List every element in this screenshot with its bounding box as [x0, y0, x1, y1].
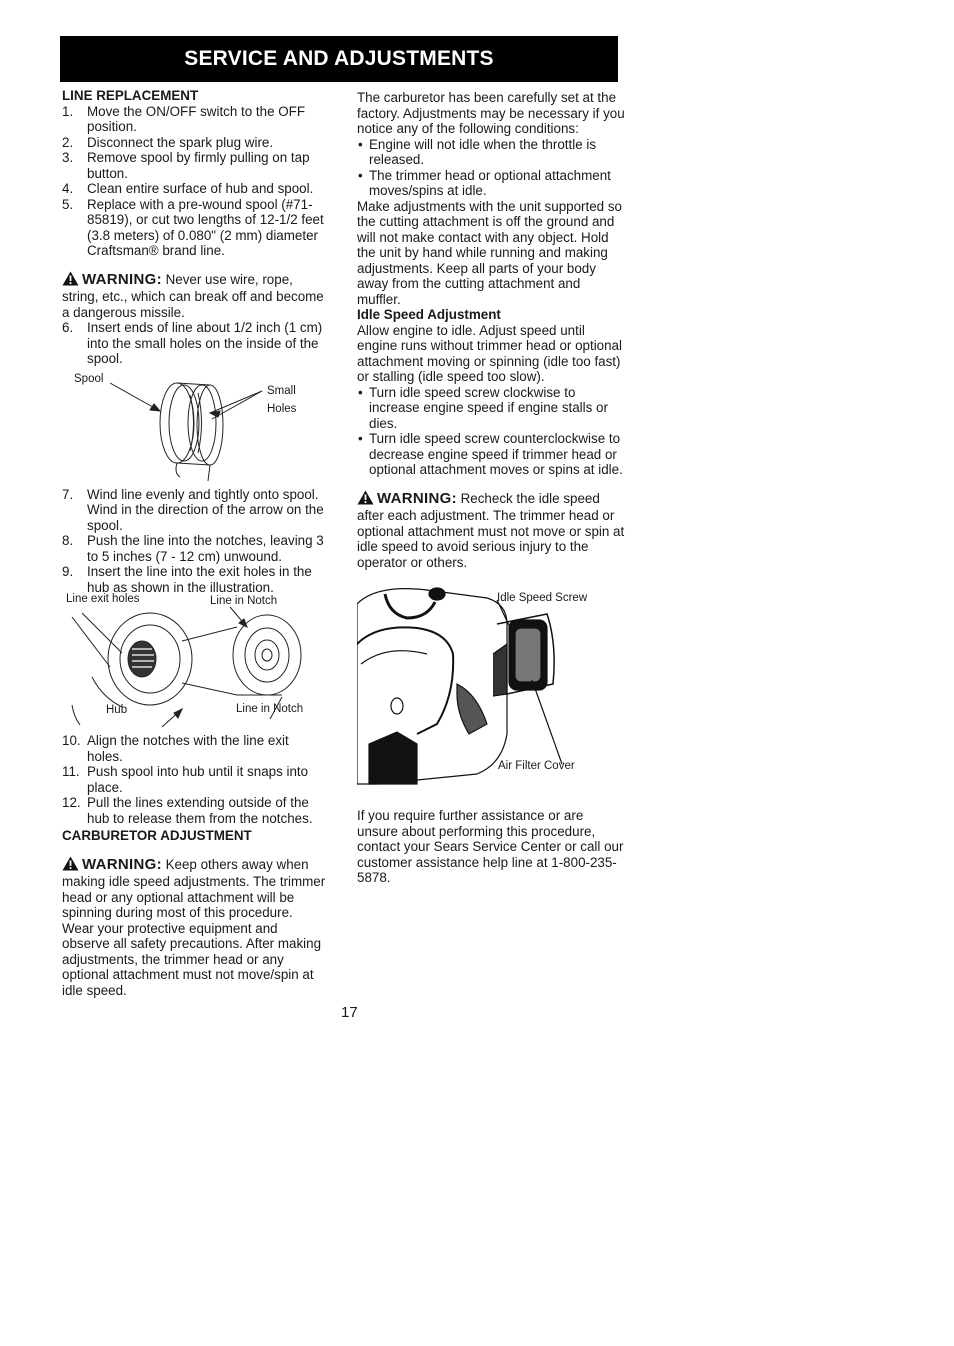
line-replacement-heading: LINE REPLACEMENT: [62, 88, 199, 103]
step-number: 1.: [62, 103, 74, 119]
conditions-list: [357, 137, 625, 199]
step-item: [62, 487, 327, 534]
step-number: 4.: [62, 181, 74, 196]
recheck-warning: [357, 490, 625, 571]
step-item: [62, 764, 327, 795]
step-text: Disconnect the spark plug wire.: [87, 134, 274, 150]
step-text: Push spool into hub until it snaps into place.: [87, 764, 309, 795]
step-number: 2.: [62, 134, 74, 150]
step-item: [62, 104, 327, 135]
page-number: 17: [341, 1004, 358, 1021]
spool-label: Spool: [74, 372, 104, 385]
step-number: 11.: [62, 764, 80, 779]
list-item: • The trimmer head or optional attachment moves/spins at idle.: [357, 168, 625, 199]
warning-text: Never use wire, rope, string, etc., which can break off and become a dangerous missile.: [62, 271, 324, 320]
step-item: [62, 795, 327, 826]
warning-text: Recheck the idle speed after each adjustment. The trimmer head or optional attachment must not move or spin at idle speed to avoid serious injury to the operator or others.: [357, 490, 625, 570]
line-exit-holes-label: Line exit holes: [66, 593, 140, 605]
engine-illustration: [357, 584, 625, 794]
hub-label: Hub: [106, 704, 128, 716]
step-item: [62, 564, 327, 595]
left-column: [62, 88, 327, 998]
idle-speed-heading: Idle Speed Adjustment: [357, 307, 501, 322]
step-text: Push the line into the notches, leaving 3 to 5 inches (7 - 12 cm) unwound.: [87, 533, 324, 564]
step-item: [62, 533, 327, 564]
step-text: Wind line evenly and tightly onto spool. Wind in the direction of the arrow on the spool.: [87, 486, 324, 533]
spool-holes-figure: [62, 373, 327, 481]
holes-label: Holes: [267, 402, 297, 415]
small-label: Small: [267, 384, 296, 397]
line-replacement-steps-b: [62, 320, 327, 367]
list-item: • Engine will not idle when the throttle is released.: [357, 137, 625, 168]
engine-figure: [357, 584, 625, 794]
carburetor-heading: CARBURETOR ADJUSTMENT: [62, 828, 252, 843]
step-number: 7.: [62, 486, 74, 502]
step-item: [62, 135, 327, 151]
step-number: 10.: [62, 733, 81, 748]
step-text: Replace with a pre-wound spool (#71-85819), or cut two lengths of 12-1/2 feet (3.8 meters) of 0.080" (2 mm) diameter Craftsman® brand line.: [87, 196, 324, 258]
line-in-notch-top-label: Line in Notch: [210, 595, 278, 607]
step-item: [62, 181, 327, 197]
step-item: [62, 320, 327, 367]
step-number: 6.: [62, 320, 74, 335]
line-in-notch-bottom-label: Line in Notch: [236, 703, 304, 715]
step-text: Align the notches with the line exit holes.: [87, 733, 289, 764]
step-item: [62, 197, 327, 259]
warning-label: WARNING:: [377, 489, 457, 507]
step-item: [62, 150, 327, 181]
right-column: [357, 88, 625, 886]
warning-triangle-icon: [357, 490, 374, 509]
warning-label: WARNING:: [82, 270, 162, 288]
list-item: • Turn idle speed screw clockwise to increase engine speed if engine stalls or dies.: [357, 385, 625, 432]
step-number: 9.: [62, 564, 74, 579]
warning-text: Keep others away when making idle speed adjustments. The trimmer head or any optional attachment will be spinning during most of this procedure. Wear your protective equipment and observe all safety precautions. After making adjustments, the trimmer head or any optional attachment must not move/spin at idle speed.: [62, 856, 326, 998]
idle-speed-screw-label: Idle Speed Screw: [497, 592, 588, 604]
list-item: • Turn idle speed screw counterclockwise to decrease engine speed if trimmer head or optional attachment moves or spins at idle.: [357, 431, 625, 478]
warning-triangle-icon: [62, 856, 79, 875]
support-text: Make adjustments with the unit supported so the cutting attachment is off the ground and will not make contact with any object. Hold the unit by hand while running and making adjustments. Keep all parts of your body away from the cutting attachment and muffler.: [357, 198, 622, 307]
step-text: Move the ON/OFF switch to the OFF position.: [87, 103, 306, 134]
step-text: Insert the line into the exit holes in the hub as shown in the illustration.: [87, 564, 312, 595]
step-text: Insert ends of line about 1/2 inch (1 cm) into the small holes on the inside of the spool.: [87, 320, 323, 366]
section-banner: SERVICE AND ADJUSTMENTS: [60, 36, 618, 82]
step-number: 8.: [62, 533, 74, 548]
hub-notch-figure: [62, 593, 327, 729]
line-replacement-steps-d: [62, 733, 327, 826]
step-text: Remove spool by firmly pulling on tap button.: [87, 150, 310, 181]
step-text: Pull the lines extending outside of the hub to release them from the notches.: [87, 795, 313, 826]
assistance-text: If you require further assistance or are unsure about performing this procedure, contact your Sears Service Center or call our customer assistance help line at 1-800-235-5878.: [357, 808, 624, 885]
step-number: 12.: [62, 795, 81, 810]
warning-triangle-icon: [62, 271, 79, 290]
idle-text: Allow engine to idle. Adjust speed until engine runs without trimmer head or optional attachment moving or spinning (idle too fast) or stalling (idle speed too slow).: [357, 322, 622, 384]
air-filter-cover-label: Air Filter Cover: [498, 760, 575, 772]
carburetor-intro: The carburetor has been carefully set at the factory. Adjustments may be necessary if you notice any of the following conditions:: [357, 90, 625, 136]
carburetor-warning: [62, 856, 327, 999]
wire-warning: [62, 271, 327, 321]
warning-label: WARNING:: [82, 855, 162, 873]
step-item: [62, 733, 327, 764]
idle-bullets: [357, 385, 625, 478]
line-replacement-steps-c: [62, 487, 327, 596]
step-text: Clean entire surface of hub and spool.: [87, 181, 314, 196]
line-replacement-steps-a: [62, 104, 327, 259]
step-number: 5.: [62, 196, 74, 212]
step-number: 3.: [62, 150, 74, 165]
